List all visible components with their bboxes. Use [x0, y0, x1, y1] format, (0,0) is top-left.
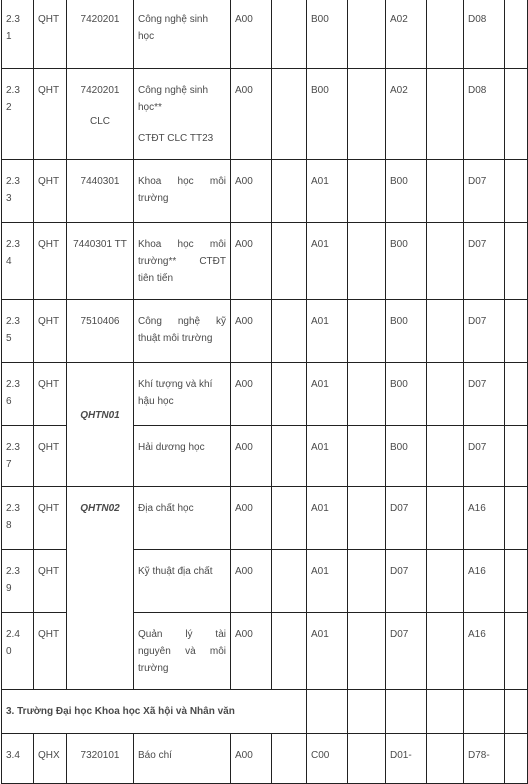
section-row [2, 690, 528, 734]
combo-3: B00 [390, 316, 408, 327]
combo-4: D07 [468, 176, 487, 187]
table-row [2, 363, 528, 426]
combo-3: A02 [390, 85, 408, 96]
row-number: 2.3 1 [6, 14, 20, 42]
combo-1: A00 [235, 566, 253, 577]
combo-4: D07 [468, 442, 487, 453]
school-code: QHX [38, 750, 60, 761]
school-code: QHT [38, 566, 60, 577]
combo-2: A01 [311, 442, 329, 453]
table-row [2, 223, 528, 300]
combo-1: A00 [235, 442, 253, 453]
combo-3: D07 [390, 629, 409, 640]
admissions-table [1, 0, 528, 784]
combo-3: B00 [390, 239, 408, 250]
combo-2: A01 [311, 239, 329, 250]
major-name: Khoa học môi trường [138, 176, 226, 204]
combo-1: A00 [235, 14, 253, 25]
combo-3: D01- [390, 750, 412, 761]
section-heading: 3. Trường Đại học Khoa học Xã hội và Nhân văn [6, 706, 235, 717]
row-number: 2.3 4 [6, 239, 20, 267]
combo-1: A00 [235, 176, 253, 187]
school-code: QHT [38, 442, 60, 453]
combo-4: D08 [468, 85, 487, 96]
table-row [2, 300, 528, 363]
major-name: Công nghệ sinh học** CTĐT CLC TT23 [138, 85, 214, 144]
row-number: 2.3 9 [6, 566, 20, 594]
major-name: Địa chất học [138, 503, 194, 514]
merged-code: QHTN02 [80, 503, 120, 514]
combo-2: A01 [311, 379, 329, 390]
school-code: QHT [38, 629, 60, 640]
combo-4: A16 [468, 629, 486, 640]
merged-code: QHTN01 [80, 410, 120, 421]
combo-2: B00 [311, 14, 329, 25]
combo-4: D78- [468, 750, 490, 761]
combo-2: A01 [311, 176, 329, 187]
row-number: 2.3 3 [6, 176, 20, 204]
combo-1: A00 [235, 239, 253, 250]
major-name: Kỹ thuật địa chất [138, 566, 213, 577]
row-number: 2.3 6 [6, 379, 20, 407]
row-number: 2.3 8 [6, 503, 20, 531]
combo-4: D07 [468, 379, 487, 390]
row-number: 2.4 0 [6, 629, 20, 657]
combo-2: B00 [311, 85, 329, 96]
combo-4: D08 [468, 14, 487, 25]
school-code: QHT [38, 503, 60, 514]
combo-2: A01 [311, 566, 329, 577]
table-row [2, 69, 528, 160]
combo-1: A00 [235, 503, 253, 514]
combo-2: A01 [311, 503, 329, 514]
school-code: QHT [38, 85, 60, 96]
combo-1: A00 [235, 316, 253, 327]
school-code: QHT [38, 239, 60, 250]
major-name: Khí tượng và khí hậu học [138, 379, 213, 407]
school-code: QHT [38, 316, 60, 327]
row-number: 2.3 5 [6, 316, 20, 344]
major-code: 7420201 [80, 14, 120, 25]
table-row [2, 487, 528, 550]
combo-2: C00 [311, 750, 330, 761]
school-code: QHT [38, 379, 60, 390]
major-code: 7420201 CLC [80, 85, 120, 127]
major-name: Báo chí [138, 750, 172, 761]
combo-1: A00 [235, 85, 253, 96]
combo-3: B00 [390, 176, 408, 187]
major-name: Công nghệ sinh học [138, 14, 209, 42]
combo-4: A16 [468, 503, 486, 514]
combo-3: D07 [390, 503, 409, 514]
row-number: 3.4 [6, 750, 20, 761]
major-code: 7510406 [80, 316, 120, 327]
major-code: 7320101 [80, 750, 120, 761]
table-row [2, 734, 528, 784]
combo-2: A01 [311, 316, 329, 327]
major-code: 7440301 TT [73, 239, 127, 250]
major-name: Hải dương học [138, 442, 205, 453]
row-number: 2.3 7 [6, 442, 20, 470]
school-code: QHT [38, 176, 60, 187]
row-number: 2.3 2 [6, 85, 20, 113]
school-code: QHT [38, 14, 60, 25]
table-row [2, 160, 528, 223]
combo-4: D07 [468, 316, 487, 327]
major-name: Khoa học môi trường** CTĐT tiên tiến [138, 239, 226, 284]
combo-4: A16 [468, 566, 486, 577]
combo-3: B00 [390, 442, 408, 453]
combo-3: A02 [390, 14, 408, 25]
combo-2: A01 [311, 629, 329, 640]
combo-4: D07 [468, 239, 487, 250]
major-code: 7440301 [80, 176, 120, 187]
combo-3: D07 [390, 566, 409, 577]
combo-1: A00 [235, 750, 253, 761]
combo-1: A00 [235, 629, 253, 640]
table-row [2, 0, 528, 69]
combo-3: B00 [390, 379, 408, 390]
major-name: Công nghệ kỹ thuật môi trường [138, 316, 226, 344]
major-name: Quản lý tài nguyên và môi trường [138, 629, 226, 674]
combo-1: A00 [235, 379, 253, 390]
